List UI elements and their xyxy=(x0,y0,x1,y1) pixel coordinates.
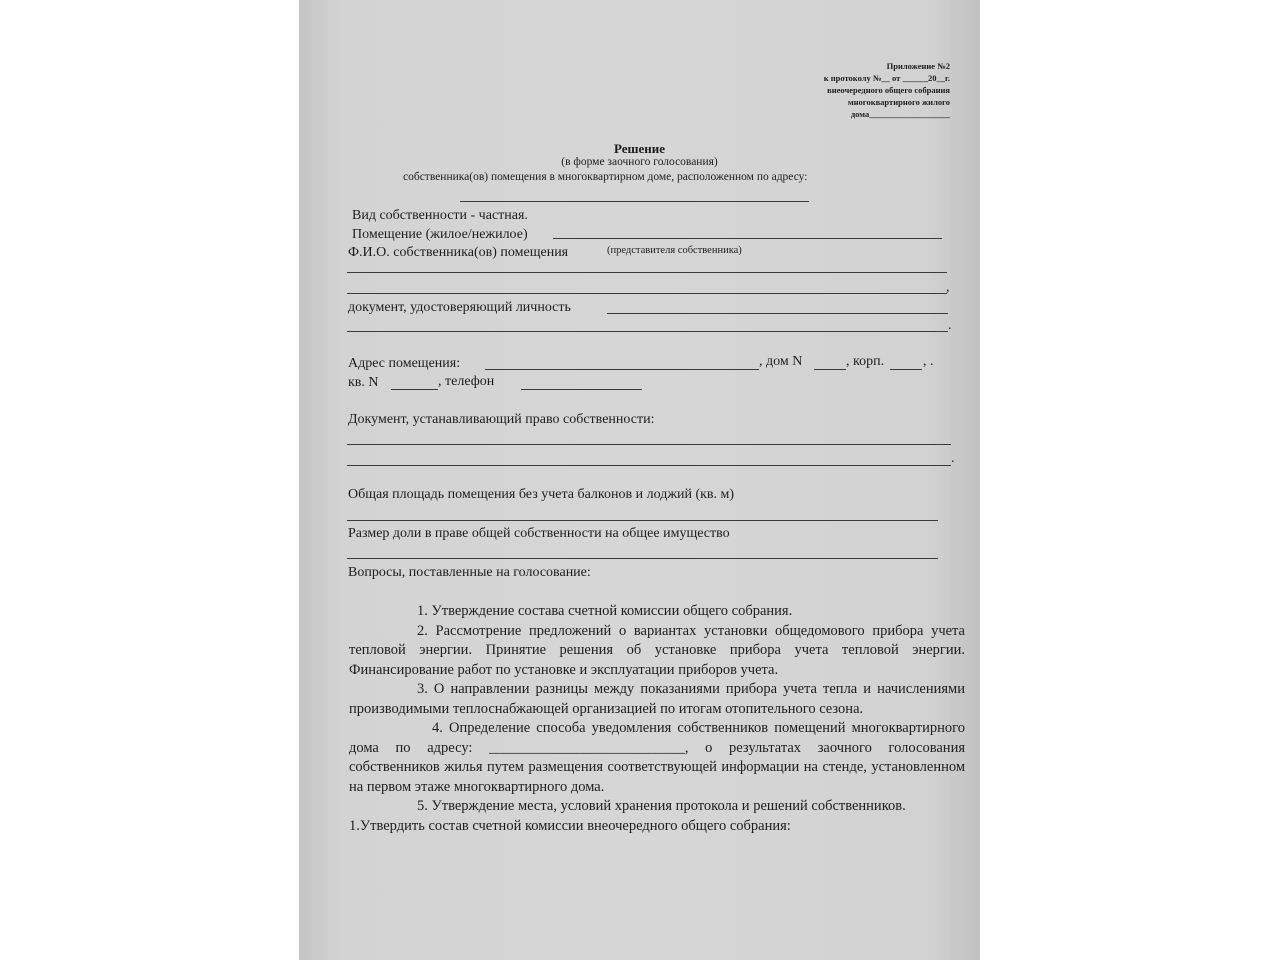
appendix-line-5: дома___________________ xyxy=(850,109,950,119)
resolution-1: 1.Утвердить состав счетной комиссии внеочередного общего собрания: xyxy=(349,817,791,834)
building-label: , корп. xyxy=(846,354,885,369)
owner-name-line-2 xyxy=(347,293,947,294)
owner-name-note: (представителя собственника) xyxy=(607,245,742,256)
appendix-line-3: внеочередного общего собрания xyxy=(827,85,950,95)
question-3: 3. О направлении разницы между показаниями прибора учета тепла и начислениями производимыми теплоснабжающей организацией по итогам отопительного сезона. xyxy=(349,681,965,717)
questions-title: Вопросы, поставленные на голосование: xyxy=(348,565,591,580)
question-2: 2. Рассмотрение предложений о вариантах установки общедомового прибора учета тепловой энергии. Принятие решения об установке прибора учета тепловой энергии. Финансирование работ по установке и эксплуатации приборов учета. xyxy=(349,622,965,678)
phone-label: , телефон xyxy=(438,374,495,389)
phone-blank-line xyxy=(521,389,642,390)
area-label: Общая площадь помещения без учета балконов и лоджий (кв. м) xyxy=(348,487,735,502)
ownership-doc-dot: . xyxy=(951,451,955,466)
apartment-label: кв. N xyxy=(348,375,379,390)
ownership-doc-label: Документ, устанавливающий право собственности: xyxy=(348,412,655,427)
identity-doc-dot: . xyxy=(948,318,952,333)
ownership-type: Вид собственности - частная. xyxy=(352,208,528,223)
ownership-doc-line-1 xyxy=(347,444,951,445)
identity-doc-line-2 xyxy=(347,331,948,332)
area-blank-line xyxy=(347,520,938,521)
identity-doc-line-1 xyxy=(607,313,948,314)
building-blank-line xyxy=(890,369,922,370)
appendix-block xyxy=(824,60,950,120)
owner-name-comma: , xyxy=(946,280,950,295)
document-title: Решение xyxy=(613,141,666,156)
address-street-line xyxy=(485,369,759,370)
address-blank-line xyxy=(460,201,809,202)
identity-doc-label: документ, удостоверяющий личность xyxy=(348,300,571,315)
appendix-line-1: Приложение №2 xyxy=(886,61,950,71)
apartment-blank-line xyxy=(391,389,438,390)
share-label: Размер доли в праве общей собственности на общее имущество xyxy=(348,526,730,541)
house-label: , дом N xyxy=(759,354,803,369)
house-blank-line xyxy=(814,369,846,370)
owner-name-label: Ф.И.О. собственника(ов) помещения xyxy=(348,245,569,260)
address-end: , . xyxy=(923,354,934,369)
appendix-line-2: к протоколу №__ от ______20__г. xyxy=(823,73,950,83)
document-page xyxy=(299,0,980,960)
address-label: Адрес помещения: xyxy=(348,356,461,371)
premises-label: Помещение (жилое/нежилое) xyxy=(352,227,528,242)
document-subtitle-address: собственника(ов) помещения в многоквартирном доме, расположенном по адресу: xyxy=(403,171,808,183)
owner-name-line-1 xyxy=(347,272,947,273)
premises-blank-line xyxy=(553,238,942,239)
questions-list xyxy=(349,602,965,836)
document-subtitle: (в форме заочного голосования) xyxy=(561,156,718,168)
share-blank-line xyxy=(347,558,938,559)
question-5: 5. Утверждение места, условий хранения протокола и решений собственников. xyxy=(417,798,906,814)
question-4: 4. Определение способа уведомления собственников помещений многоквартирного дома по адресу: ___________________________, о результатах заочного голосования собственников жилья путем размещения соответствующей информации на стенде, установленном на первом этаже многоквартирного дома. xyxy=(349,720,965,795)
ownership-doc-line-2 xyxy=(347,465,951,466)
appendix-line-4: многоквартирного жилого xyxy=(847,97,950,107)
question-1: 1. Утверждение состава счетной комиссии общего собрания. xyxy=(417,603,793,619)
